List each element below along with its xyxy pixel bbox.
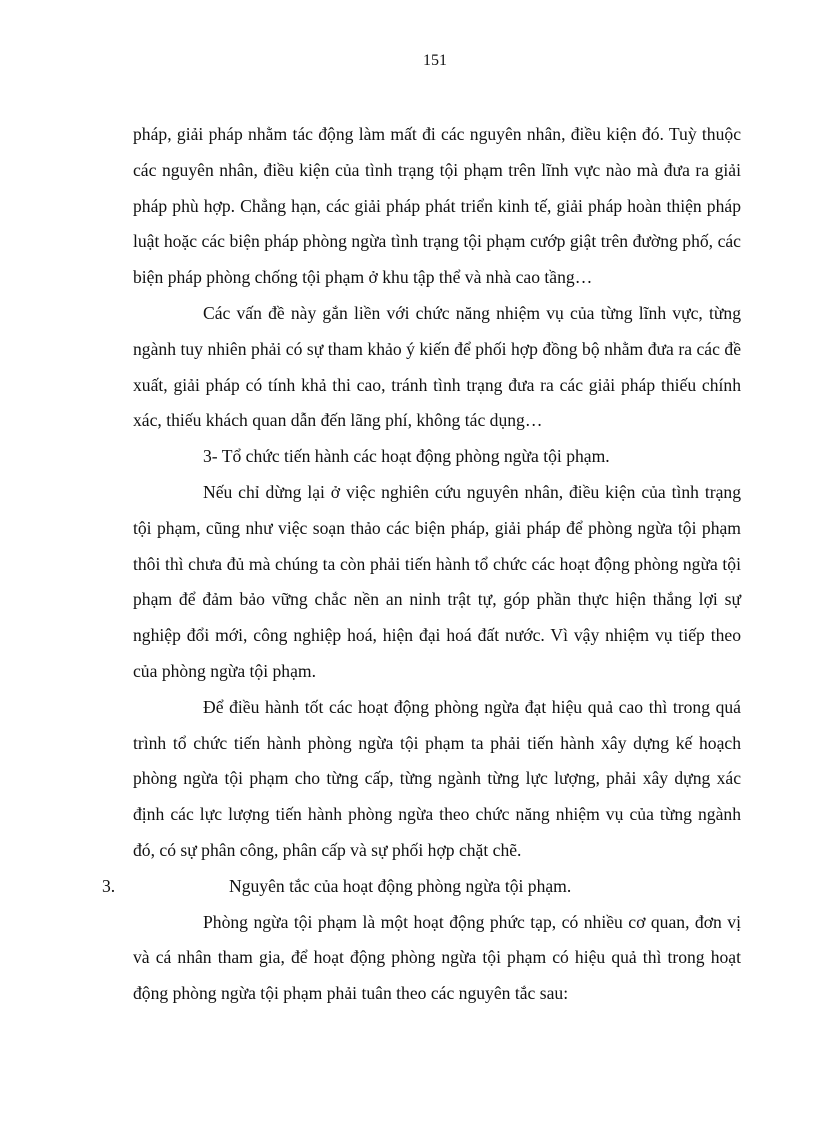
section-title: Nguyên tắc của hoạt động phòng ngừa tội phạm.: [229, 875, 572, 896]
subheading-organize-prevention: 3- Tổ chức tiến hành các hoạt động phòng ngừa tội phạm.: [203, 446, 610, 467]
paragraph-organize-activities: Nếu chỉ dừng lại ở việc nghiên cứu nguyên nhân, điều kiện của tình trạng tội phạm, cũng như việc soạn thảo các biện pháp, giải pháp để phòng ngừa tội phạm thôi thì chưa đủ mà chúng ta còn phải tiến hành tổ chức các hoạt động phòng ngừa tội phạm để đảm bảo vững chắc nền an ninh trật tự, góp phần thực hiện thắng lợi sự nghiệp đổi mới, công nghiệp hoá, hiện đại hoá đất nước. Vì vậy nhiệm vụ tiếp theo của phòng ngừa tội phạm.: [133, 481, 741, 681]
paragraph-coordination: Các vấn đề này gắn liền với chức năng nhiệm vụ của từng lĩnh vực, từng ngành tuy nhiên phải có sự tham khảo ý kiến để phối hợp đồng bộ nhằm đưa ra các đề xuất, giải pháp có tính khả thi cao, tránh tình trạng đưa ra các giải pháp thiếu chính xác, thiếu khách quan dẫn đến lãng phí, không tác dụng…: [133, 302, 741, 431]
section-number: 3.: [102, 875, 116, 896]
paragraph-principles-intro: Phòng ngừa tội phạm là một hoạt động phức tạp, có nhiều cơ quan, đơn vị và cá nhân tham gia, để hoạt động phòng ngừa tội phạm có hiệu quả thì trong hoạt động phòng ngừa tội phạm phải tuân theo các nguyên tắc sau:: [133, 911, 741, 1004]
page-number: 151: [423, 52, 447, 69]
document-body: [102, 117, 741, 1012]
paragraph-planning: Để điều hành tốt các hoạt động phòng ngừa đạt hiệu quả cao thì trong quá trình tổ chức tiến hành phòng ngừa tội phạm ta phải tiến hành xây dựng kế hoạch phòng ngừa tội phạm cho từng cấp, từng ngành từng lực lượng, phải xây dựng xác định các lực lượng tiến hành phòng ngừa theo chức năng nhiệm vụ của từng ngành đó, có sự phân công, phân cấp và sự phối hợp chặt chẽ.: [133, 696, 741, 860]
paragraph-continuation: pháp, giải pháp nhằm tác động làm mất đi các nguyên nhân, điều kiện đó. Tuỳ thuộc các nguyên nhân, điều kiện của tình trạng tội phạm trên lĩnh vực nào mà đưa ra giải pháp phù hợp. Chẳng hạn, các giải pháp phát triển kinh tế, giải pháp hoàn thiện pháp luật hoặc các biện pháp phòng ngừa tình trạng tội phạm cướp giật trên đường phố, các biện pháp phòng chống tội phạm ở khu tập thể và nhà cao tầng…: [133, 124, 741, 288]
section-heading: [102, 869, 741, 905]
